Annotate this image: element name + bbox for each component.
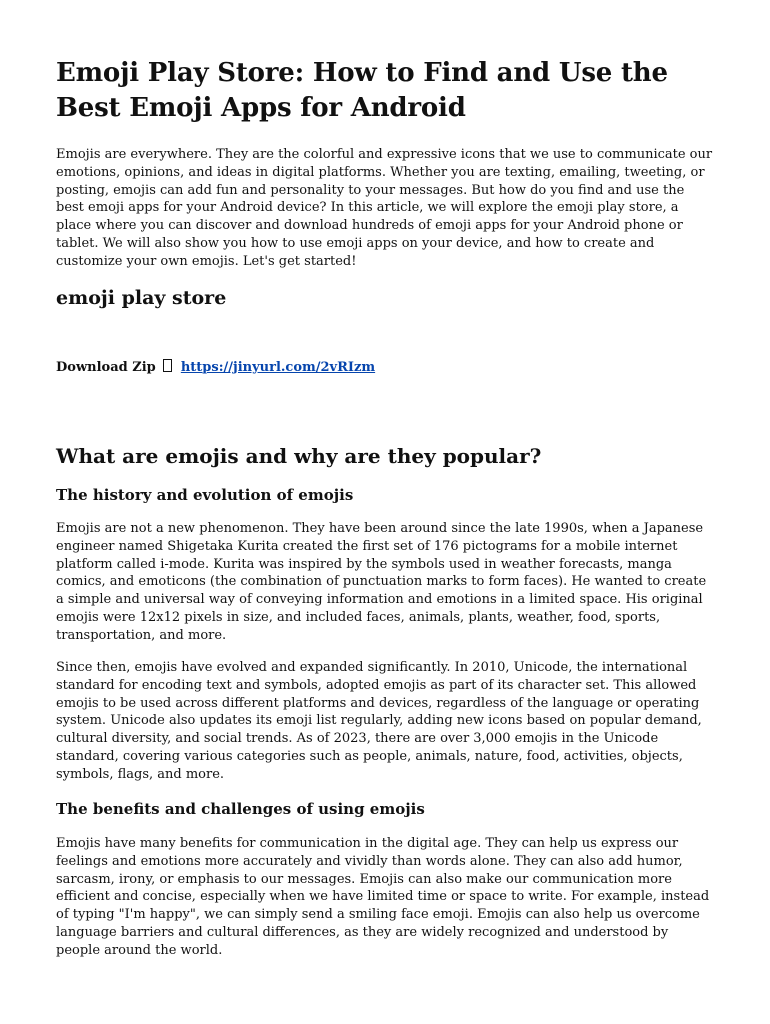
benefits-heading: The benefits and challenges of using emojis — [56, 800, 425, 818]
history-heading: The history and evolution of emojis — [56, 486, 354, 504]
history-paragraph-1: Emojis are not a new phenomenon. They have been around since the late 1990s, when a Japanese engineer named Shigetaka Kurita created the first set of 176 pictograms for a mobile internet platform called i-mode. Kurita was inspired by the symbols used in weather forecasts, manga comics, and emoticons (the combination of punctuation marks to form faces). He wanted to create a simple and universal way of conveying information and emotions in a limited space. His original emojis were 12x12 pixels in size, and included faces, animals, plants, weather, food, sports, transportation, and more. — [56, 521, 707, 643]
page-title: Emoji Play Store: How to Find and Use the Best Emoji Apps for Android — [56, 58, 668, 123]
download-label: Download Zip — [56, 360, 156, 375]
benefits-paragraph-1: Emojis have many benefits for communication in the digital age. They can help us express our feelings and emotions more accurately and vividly than words alone. They can also add humor, sarcasm, irony, or emphasis to our messages. Emojis can also make our communication more efficient and concise, especially when we have limited time or space to write. For example, instead of typing "I'm happy", we can simply send a smiling face emoji. Emojis can also help us overcome language barriers and cultural differences, as they are widely recognized and understood by people around the world. — [56, 836, 710, 958]
download-line — [56, 358, 375, 378]
missing-glyph-icon — [163, 359, 172, 372]
intro-paragraph: Emojis are everywhere. They are the colorful and expressive icons that we use to communicate our emotions, opinions, and ideas in digital platforms. Whether you are texting, emailing, tweeting, or posting, emojis can add fun and personality to your messages. But how do you find and use the best emoji apps for your Android device? In this article, we will explore the emoji play store, a place where you can discover and download hundreds of emoji apps for your Android phone or tablet. We will also show you how to use emoji apps on your device, and how to create and customize your own emojis. Let's get started! — [56, 147, 713, 269]
history-paragraph-2: Since then, emojis have evolved and expanded significantly. In 2010, Unicode, the international standard for encoding text and symbols, adopted emojis as part of its character set. This allowed emojis to be used across different platforms and devices, regardless of the language or operating system. Unicode also updates its emoji list regularly, adding new icons based on popular demand, cultural diversity, and social trends. As of 2023, there are over 3,000 emojis in the Unicode standard, covering various categories such as people, animals, nature, food, activities, objects, symbols, flags, and more. — [56, 660, 702, 782]
keyword-heading: emoji play store — [56, 287, 227, 309]
download-link[interactable]: https://jinyurl.com/2vRIzm — [180, 360, 376, 375]
section-heading: What are emojis and why are they popular? — [56, 444, 542, 468]
